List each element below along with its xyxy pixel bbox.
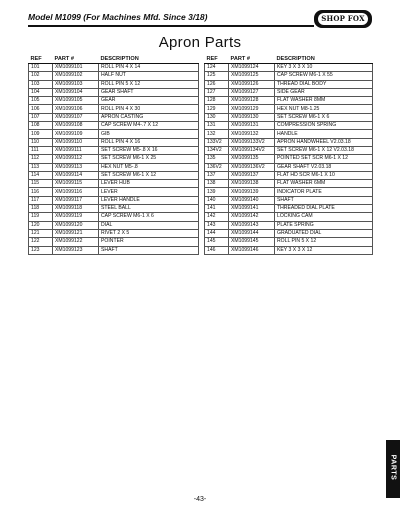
cell-description: KEY 3 X 3 X 12 xyxy=(275,246,373,254)
cell-ref: 108 xyxy=(29,122,53,130)
cell-ref: 145 xyxy=(205,238,229,246)
cell-ref: 103 xyxy=(29,80,53,88)
parts-table-left xyxy=(28,55,199,255)
cell-part-number: XM1099128 xyxy=(229,97,275,105)
col-header-part: PART # xyxy=(53,55,99,64)
table-row xyxy=(29,64,199,72)
table-row xyxy=(29,72,199,80)
table-row xyxy=(29,238,199,246)
table-row xyxy=(29,246,199,254)
cell-description: SHAFT xyxy=(275,196,373,204)
logo-badge xyxy=(318,13,368,25)
cell-description: SET SCREW M6-1 X 6 xyxy=(275,113,373,121)
cell-part-number: XM1099115 xyxy=(53,180,99,188)
cell-ref: 139 xyxy=(205,188,229,196)
table-row xyxy=(205,64,373,72)
table-row xyxy=(29,88,199,96)
cell-description: POINTED SET SCR M6-1 X 12 xyxy=(275,155,373,163)
cell-part-number: XM1099137 xyxy=(229,171,275,179)
cell-part-number: XM1099143 xyxy=(229,221,275,229)
cell-ref: 118 xyxy=(29,205,53,213)
cell-part-number: XM1099108 xyxy=(53,122,99,130)
cell-description: CAP SCREW M6-1 X 6 xyxy=(99,213,199,221)
cell-description: LEVER HUB xyxy=(99,180,199,188)
logo-text: SHOP FOX xyxy=(321,14,365,23)
cell-part-number: XM1099142 xyxy=(229,213,275,221)
cell-ref: 121 xyxy=(29,229,53,237)
cell-part-number: XM1099121 xyxy=(53,229,99,237)
cell-ref: 138 xyxy=(205,180,229,188)
cell-part-number: XM1099133V2 xyxy=(229,138,275,146)
cell-part-number: XM1099113 xyxy=(53,163,99,171)
cell-description: LOCKING CAM xyxy=(275,213,373,221)
cell-ref: 113 xyxy=(29,163,53,171)
cell-part-number: XM1099130 xyxy=(229,113,275,121)
cell-part-number: XM1099144 xyxy=(229,229,275,237)
table-row xyxy=(205,163,373,171)
cell-part-number: XM1099125 xyxy=(229,72,275,80)
cell-description: CAP SCREW M6-1 X 55 xyxy=(275,72,373,80)
cell-part-number: XM1099141 xyxy=(229,205,275,213)
cell-part-number: XM1099136V2 xyxy=(229,163,275,171)
cell-part-number: XM1099104 xyxy=(53,88,99,96)
cell-description: GRADUATED DIAL xyxy=(275,229,373,237)
cell-description: SET SCREW M6-1 X 12 xyxy=(99,171,199,179)
cell-part-number: XM1099138 xyxy=(229,180,275,188)
table-row xyxy=(29,229,199,237)
cell-part-number: XM1099126 xyxy=(229,80,275,88)
cell-ref: 126 xyxy=(205,80,229,88)
shop-fox-logo xyxy=(314,10,372,28)
table-row xyxy=(29,196,199,204)
cell-ref: 117 xyxy=(29,196,53,204)
cell-ref: 133V2 xyxy=(205,138,229,146)
cell-part-number: XM1099111 xyxy=(53,146,99,154)
cell-description: SET SCREW M5-.8 X 16 xyxy=(99,146,199,154)
cell-ref: 105 xyxy=(29,97,53,105)
table-row xyxy=(205,171,373,179)
cell-part-number: XM1099122 xyxy=(53,238,99,246)
cell-ref: 107 xyxy=(29,113,53,121)
table-row xyxy=(205,229,373,237)
table-row xyxy=(205,88,373,96)
cell-part-number: XM1099106 xyxy=(53,105,99,113)
cell-part-number: XM1099105 xyxy=(53,97,99,105)
cell-ref: 135 xyxy=(205,155,229,163)
table-row xyxy=(205,80,373,88)
cell-ref: 114 xyxy=(29,171,53,179)
cell-ref: 130 xyxy=(205,113,229,121)
cell-ref: 106 xyxy=(29,105,53,113)
cell-ref: 101 xyxy=(29,64,53,72)
cell-description: HEX NUT M5-.8 xyxy=(99,163,199,171)
cell-description: PLATE SPRING xyxy=(275,221,373,229)
page-header xyxy=(28,10,372,28)
cell-description: APRON CASTING xyxy=(99,113,199,121)
table-row xyxy=(205,246,373,254)
cell-part-number: XM1099140 xyxy=(229,196,275,204)
cell-description: FLAT HD SCR M6-1 X 10 xyxy=(275,171,373,179)
cell-ref: 146 xyxy=(205,246,229,254)
cell-ref: 127 xyxy=(205,88,229,96)
cell-part-number: XM1099139 xyxy=(229,188,275,196)
cell-description: GEAR xyxy=(99,97,199,105)
cell-part-number: XM1099101 xyxy=(53,64,99,72)
cell-description: RIVET 2 X 5 xyxy=(99,229,199,237)
cell-description: SET SCREW M6-1 X 12 V2.03.18 xyxy=(275,146,373,154)
cell-ref: 110 xyxy=(29,138,53,146)
cell-ref: 134V2 xyxy=(205,146,229,154)
cell-ref: 102 xyxy=(29,72,53,80)
cell-part-number: XM1099124 xyxy=(229,64,275,72)
cell-description: ROLL PIN 4 X 16 xyxy=(99,138,199,146)
cell-description: HEX NUT M8-1.25 xyxy=(275,105,373,113)
cell-ref: 119 xyxy=(29,213,53,221)
cell-description: CAP SCREW M4-.7 X 12 xyxy=(99,122,199,130)
table-row xyxy=(205,180,373,188)
section-tab-label: PARTS xyxy=(389,454,397,481)
table-row xyxy=(205,138,373,146)
cell-part-number: XM1099127 xyxy=(229,88,275,96)
cell-description: HANDLE xyxy=(275,130,373,138)
page-number: -43- xyxy=(193,496,207,503)
cell-part-number: XM1099135 xyxy=(229,155,275,163)
cell-part-number: XM1099129 xyxy=(229,105,275,113)
model-header-text: Model M1099 (For Machines Mfd. Since 3/18) xyxy=(28,12,208,22)
table-header-row xyxy=(29,55,199,64)
cell-ref: 109 xyxy=(29,130,53,138)
cell-description: ROLL PIN 5 X 12 xyxy=(99,80,199,88)
table-row xyxy=(205,196,373,204)
cell-description: ROLL PIN 5 X 12 xyxy=(275,238,373,246)
table-header-row xyxy=(205,55,373,64)
table-row xyxy=(205,130,373,138)
cell-description: STEEL BALL xyxy=(99,205,199,213)
table-row xyxy=(205,238,373,246)
cell-part-number: XM1099116 xyxy=(53,188,99,196)
parts-section-tab xyxy=(386,440,400,498)
cell-description: INDICATOR PLATE xyxy=(275,188,373,196)
cell-part-number: XM1099114 xyxy=(53,171,99,179)
cell-part-number: XM1099132 xyxy=(229,130,275,138)
cell-part-number: XM1099119 xyxy=(53,213,99,221)
cell-ref: 141 xyxy=(205,205,229,213)
cell-description: HALF NUT xyxy=(99,72,199,80)
cell-part-number: XM1099102 xyxy=(53,72,99,80)
cell-ref: 111 xyxy=(29,146,53,154)
table-row xyxy=(205,97,373,105)
cell-ref: 125 xyxy=(205,72,229,80)
col-header-description: DESCRIPTION xyxy=(99,55,199,64)
parts-table-left-body xyxy=(29,64,199,255)
cell-part-number: XM1099110 xyxy=(53,138,99,146)
table-row xyxy=(205,122,373,130)
cell-ref: 136V2 xyxy=(205,163,229,171)
table-row xyxy=(205,205,373,213)
cell-description: GEAR SHAFT V2.03.18 xyxy=(275,163,373,171)
table-row xyxy=(29,105,199,113)
cell-ref: 124 xyxy=(205,64,229,72)
cell-description: SIDE GEAR xyxy=(275,88,373,96)
cell-description: LEVER HANDLE xyxy=(99,196,199,204)
page-title: Apron Parts xyxy=(158,34,242,51)
cell-part-number: XM1099145 xyxy=(229,238,275,246)
cell-description: KEY 3 X 3 X 10 xyxy=(275,64,373,72)
table-row xyxy=(205,146,373,154)
cell-description: COMPRESSION SPRING xyxy=(275,122,373,130)
cell-description: THREADED DIAL PLATE xyxy=(275,205,373,213)
parts-table-right-body xyxy=(205,64,373,255)
col-header-ref: REF xyxy=(29,55,53,64)
table-row xyxy=(29,180,199,188)
cell-ref: 122 xyxy=(29,238,53,246)
table-row xyxy=(205,221,373,229)
cell-ref: 129 xyxy=(205,105,229,113)
col-header-description: DESCRIPTION xyxy=(275,55,373,64)
cell-ref: 123 xyxy=(29,246,53,254)
cell-ref: 131 xyxy=(205,122,229,130)
table-row xyxy=(205,72,373,80)
table-row xyxy=(29,155,199,163)
cell-ref: 120 xyxy=(29,221,53,229)
cell-part-number: XM1099103 xyxy=(53,80,99,88)
table-row xyxy=(29,188,199,196)
table-row xyxy=(29,171,199,179)
cell-description: SHAFT xyxy=(99,246,199,254)
cell-part-number: XM1099117 xyxy=(53,196,99,204)
cell-part-number: XM1099118 xyxy=(53,205,99,213)
table-row xyxy=(29,80,199,88)
cell-description: LEVER xyxy=(99,188,199,196)
cell-part-number: XM1099109 xyxy=(53,130,99,138)
table-row xyxy=(29,146,199,154)
cell-ref: 143 xyxy=(205,221,229,229)
cell-ref: 116 xyxy=(29,188,53,196)
table-row xyxy=(29,138,199,146)
cell-part-number: XM1099120 xyxy=(53,221,99,229)
cell-ref: 137 xyxy=(205,171,229,179)
cell-ref: 144 xyxy=(205,229,229,237)
table-row xyxy=(205,105,373,113)
table-row xyxy=(205,155,373,163)
table-row xyxy=(29,122,199,130)
cell-ref: 142 xyxy=(205,213,229,221)
cell-ref: 132 xyxy=(205,130,229,138)
cell-ref: 115 xyxy=(29,180,53,188)
cell-description: GEAR SHAFT xyxy=(99,88,199,96)
cell-ref: 140 xyxy=(205,196,229,204)
cell-description: ROLL PIN 4 X 14 xyxy=(99,64,199,72)
cell-description: THREAD DIAL BODY xyxy=(275,80,373,88)
table-row xyxy=(29,130,199,138)
cell-description: POINTER xyxy=(99,238,199,246)
table-row xyxy=(205,113,373,121)
table-row xyxy=(29,213,199,221)
cell-part-number: XM1099123 xyxy=(53,246,99,254)
cell-part-number: XM1099107 xyxy=(53,113,99,121)
cell-description: SET SCREW M6-1 X 25 xyxy=(99,155,199,163)
cell-description: GIB xyxy=(99,130,199,138)
table-row xyxy=(29,113,199,121)
table-row xyxy=(29,163,199,171)
table-row xyxy=(205,188,373,196)
cell-description: FLAT WASHER 8MM xyxy=(275,97,373,105)
cell-description: ROLL PIN 4 X 30 xyxy=(99,105,199,113)
cell-part-number: XM1099134V2 xyxy=(229,146,275,154)
cell-ref: 112 xyxy=(29,155,53,163)
col-header-part: PART # xyxy=(229,55,275,64)
cell-description: APRON HANDWHEEL V2.03.18 xyxy=(275,138,373,146)
cell-part-number: XM1099146 xyxy=(229,246,275,254)
cell-description: FLAT WASHER 6MM xyxy=(275,180,373,188)
table-row xyxy=(29,221,199,229)
col-header-ref: REF xyxy=(205,55,229,64)
cell-part-number: XM1099112 xyxy=(53,155,99,163)
parts-table-right xyxy=(204,55,373,255)
cell-description: DIAL xyxy=(99,221,199,229)
cell-ref: 104 xyxy=(29,88,53,96)
table-row xyxy=(205,213,373,221)
table-row xyxy=(29,205,199,213)
header-rule xyxy=(28,25,314,27)
table-row xyxy=(29,97,199,105)
cell-ref: 128 xyxy=(205,97,229,105)
cell-part-number: XM1099131 xyxy=(229,122,275,130)
